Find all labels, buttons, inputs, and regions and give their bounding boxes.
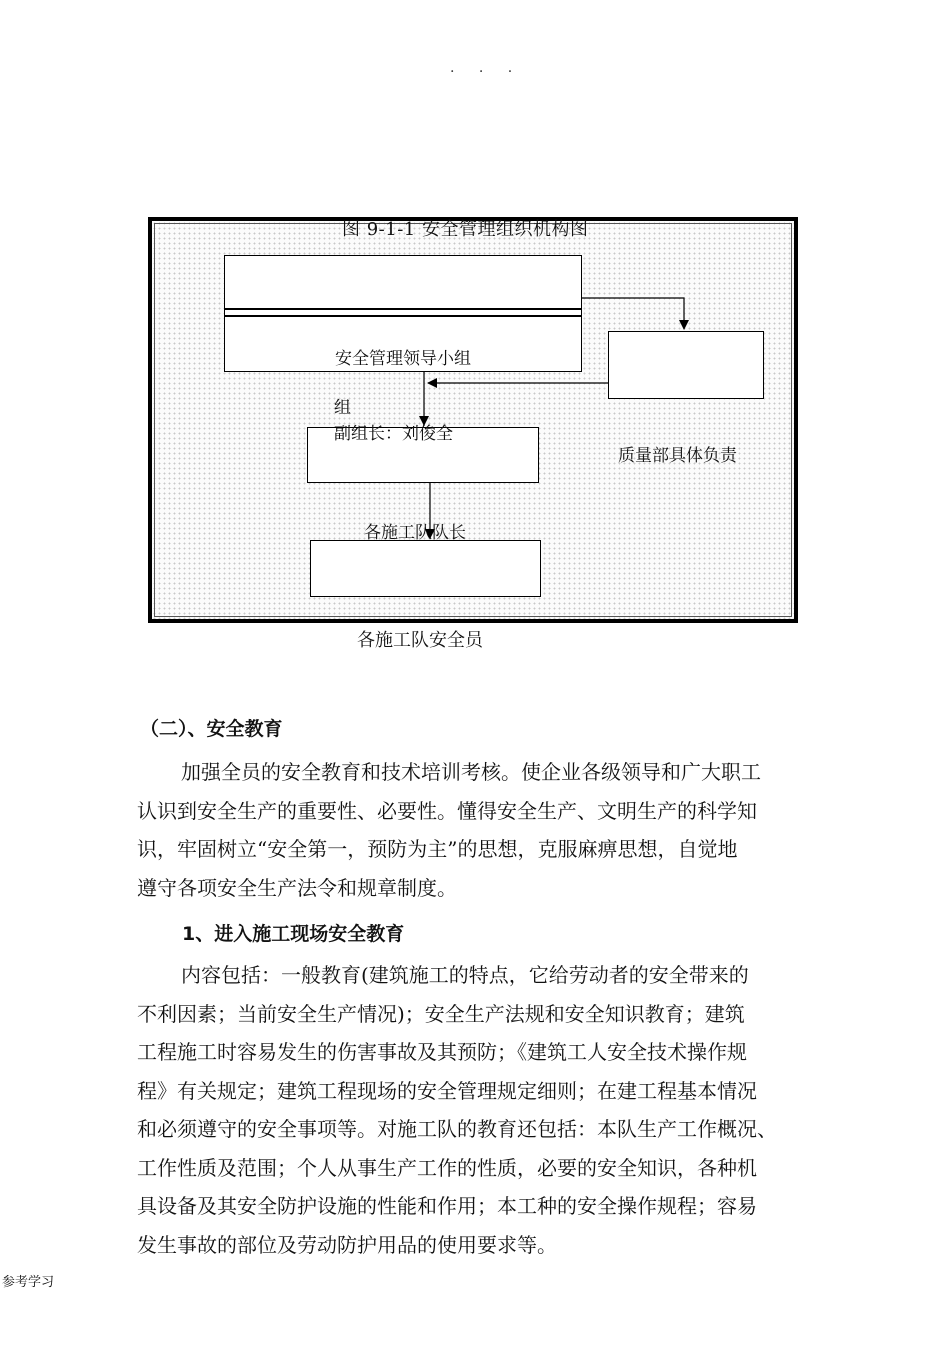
org-chart-arrows xyxy=(152,221,794,619)
paragraph-line: 不利因素；当前安全生产情况)；安全生产法规和安全知识教育；建筑 xyxy=(137,1001,745,1026)
paragraph-line: 具设备及其安全防护设施的性能和作用；本工种的安全操作规程；容易 xyxy=(137,1194,757,1218)
paragraph-line: 工作性质及范围；个人从事生产工作的性质，必要的安全知识，各种机 xyxy=(137,1155,757,1180)
paragraph-line: 程》有关规定；建筑工程现场的安全管理规定细则；在建工程基本情况 xyxy=(137,1078,757,1103)
quality-dept-label: 质量部具体负责 xyxy=(618,446,737,466)
paragraph-line: 内容包括：一般教育(建筑施工的特点，它给劳动者的安全带来的 xyxy=(181,963,749,987)
subsection-heading: 1、进入施工现场安全教育 xyxy=(182,923,405,945)
figure-title: 图 9-1-1 安全管理组织机构图 xyxy=(342,219,589,240)
deputy-leader-label: 副组长：刘俊全 xyxy=(334,424,453,444)
footer-note: 参考学习 xyxy=(2,1275,55,1290)
section-heading: （二）、安全教育 xyxy=(140,718,283,740)
paragraph-line: 识，牢固树立“安全第一，预防为主”的思想，克服麻痹思想，自觉地 xyxy=(137,837,738,861)
paragraph-line: 认识到安全生产的重要性、必要性。懂得安全生产、文明生产的科学知 xyxy=(137,798,757,823)
paragraph-line: 工程施工时容易发生的伤害事故及其预防；《建筑工人安全技术操作规 xyxy=(137,1040,747,1064)
arrow-leader-to-quality xyxy=(582,298,684,329)
leader-group-label: 安全管理领导小组 xyxy=(335,349,471,369)
org-chart-figure xyxy=(148,217,798,623)
paragraph-line: 遵守各项安全生产法令和规章制度。 xyxy=(137,875,457,900)
header-dots: . . . xyxy=(450,60,523,76)
paragraph-line: 发生事故的部位及劳动防护用品的使用要求等。 xyxy=(137,1232,557,1257)
paragraph-line: 加强全员的安全教育和技术培训考核。使企业各级领导和广大职工 xyxy=(181,760,761,784)
team-captain-label: 各施工队队长 xyxy=(364,523,466,543)
group-label: 组 xyxy=(334,398,351,418)
paragraph-site-education xyxy=(137,956,777,1264)
safety-officer-label: 各施工队安全员 xyxy=(357,630,483,651)
paragraph-safety-education xyxy=(137,753,761,907)
paragraph-line: 和必须遵守的安全事项等。对施工队的教育还包括：本队生产工作概况、 xyxy=(137,1117,777,1141)
